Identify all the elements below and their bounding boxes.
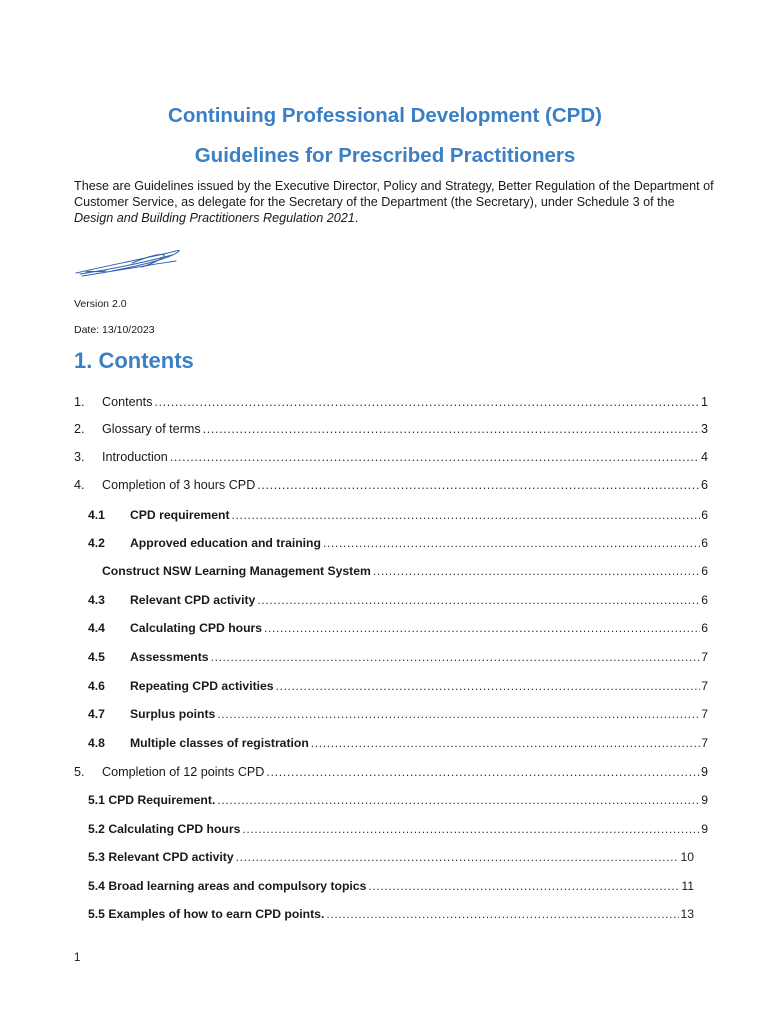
toc-entry-number: 4.2	[88, 536, 105, 550]
toc-entry[interactable]	[74, 790, 708, 810]
toc-entry-page: 6	[700, 478, 708, 492]
toc-entry-number: 3.	[74, 450, 85, 464]
toc-entry-page: 9	[700, 765, 708, 779]
toc-entry[interactable]	[74, 876, 694, 896]
toc-entry[interactable]	[74, 762, 708, 782]
toc-dot-leader	[264, 618, 700, 638]
toc-dot-leader	[311, 733, 700, 753]
toc-entry-label: 5.1 CPD Requirement.	[88, 793, 216, 807]
toc-entry[interactable]	[74, 704, 708, 724]
toc-dot-leader	[257, 475, 700, 495]
toc-entry-number: 4.6	[88, 679, 105, 693]
toc-entry[interactable]	[74, 618, 708, 638]
toc-dot-leader	[242, 819, 700, 839]
toc-entry-label: Construct NSW Learning Management System	[102, 564, 371, 578]
toc-entry-label: 5.4 Broad learning areas and compulsory topics	[88, 879, 367, 893]
toc-dot-leader	[154, 392, 700, 412]
toc-entry-label: 5.2 Calculating CPD hours	[88, 822, 241, 836]
toc-dot-leader	[203, 419, 700, 439]
toc-entry[interactable]	[74, 561, 708, 581]
toc-entry-label: CPD requirement	[130, 508, 230, 522]
toc-entry-page: 1	[700, 395, 708, 409]
toc-entry[interactable]	[74, 733, 708, 753]
document-date: Date: 13/10/2023	[74, 324, 155, 336]
toc-dot-leader	[368, 876, 680, 896]
toc-entry[interactable]	[74, 392, 708, 412]
toc-entry-page: 6	[701, 621, 708, 635]
toc-entry-page: 7	[701, 736, 708, 750]
toc-dot-leader	[211, 647, 701, 667]
toc-entry-number: 4.5	[88, 650, 105, 664]
toc-entry-number: 5.	[74, 765, 85, 779]
toc-entry-page: 7	[701, 707, 708, 721]
toc-entry-label: Approved education and training	[130, 536, 321, 550]
toc-entry-page: 11	[681, 879, 694, 893]
toc-dot-leader	[373, 561, 700, 581]
toc-dot-leader	[232, 505, 701, 525]
toc-entry-page: 13	[680, 907, 694, 921]
page-number: 1	[74, 952, 81, 964]
toc-entry-label: Relevant CPD activity	[130, 593, 256, 607]
toc-entry[interactable]	[74, 904, 694, 924]
toc-entry-page: 6	[701, 508, 708, 522]
signature-icon	[72, 243, 187, 283]
toc-dot-leader	[257, 590, 700, 610]
toc-entry-page: 7	[701, 650, 708, 664]
toc-entry-number: 1.	[74, 395, 85, 409]
intro-paragraph	[74, 178, 714, 226]
toc-entry[interactable]	[74, 447, 708, 467]
toc-entry-page: 6	[701, 593, 708, 607]
toc-entry-label: Contents	[102, 395, 153, 409]
toc-entry-label: Completion of 3 hours CPD	[102, 478, 256, 492]
toc-entry[interactable]	[74, 676, 708, 696]
toc-entry-page: 9	[701, 822, 708, 836]
toc-entry-page: 4	[700, 450, 708, 464]
toc-entry-page: 3	[700, 422, 708, 436]
contents-heading: 1. Contents	[74, 348, 194, 373]
toc-dot-leader	[326, 904, 679, 924]
toc-entry-number: 4.	[74, 478, 85, 492]
toc-dot-leader	[217, 790, 700, 810]
toc-dot-leader	[236, 847, 680, 867]
toc-dot-leader	[170, 447, 700, 467]
toc-entry[interactable]	[74, 590, 708, 610]
intro-text-1: These are Guidelines issued by the Executive Director, Policy and Strategy, Better Regulation of the Department of Customer Service, as delegate for the Secretary of the Department (the Secretary), under Schedule 3 of the	[74, 179, 714, 209]
document-title-line2: Guidelines for Prescribed Practitioners	[194, 144, 576, 167]
toc-entry-label: 5.5 Examples of how to earn CPD points.	[88, 907, 325, 921]
toc-entry-page: 9	[701, 793, 708, 807]
toc-entry-number: 4.8	[88, 736, 105, 750]
toc-entry-number: 4.1	[88, 508, 105, 522]
toc-entry[interactable]	[74, 505, 708, 525]
toc-entry-page: 6	[701, 564, 708, 578]
toc-entry-page: 10	[680, 850, 694, 864]
toc-entry-label: 5.3 Relevant CPD activity	[88, 850, 234, 864]
toc-dot-leader	[266, 762, 700, 782]
toc-entry-label: Calculating CPD hours	[130, 621, 263, 635]
toc-entry[interactable]	[74, 475, 708, 495]
toc-entry-label: Repeating CPD activities	[130, 679, 274, 693]
toc-entry-number: 4.3	[88, 593, 105, 607]
toc-entry[interactable]	[74, 533, 708, 553]
intro-text-2: .	[354, 211, 359, 225]
toc-entry-label: Introduction	[102, 450, 168, 464]
regulation-name: Design and Building Practitioners Regulation 2021	[74, 211, 355, 225]
toc-entry-number: 2.	[74, 422, 85, 436]
toc-dot-leader	[217, 704, 700, 724]
toc-entry-number: 4.7	[88, 707, 105, 721]
document-title-line1: Continuing Professional Development (CPD)	[168, 104, 602, 127]
toc-entry-label: Multiple classes of registration	[130, 736, 309, 750]
toc-entry-page: 6	[701, 536, 708, 550]
toc-entry-number: 4.4	[88, 621, 105, 635]
toc-entry-label: Surplus points	[130, 707, 216, 721]
toc-entry-label: Completion of 12 points CPD	[102, 765, 265, 779]
toc-entry[interactable]	[74, 419, 708, 439]
toc-entry-page: 7	[701, 679, 708, 693]
toc-dot-leader	[323, 533, 700, 553]
toc-entry-label: Glossary of terms	[102, 422, 201, 436]
document-version: Version 2.0	[74, 298, 127, 310]
toc-dot-leader	[276, 676, 701, 696]
toc-entry[interactable]	[74, 647, 708, 667]
toc-entry[interactable]	[74, 819, 708, 839]
toc-entry-label: Assessments	[130, 650, 209, 664]
toc-entry[interactable]	[74, 847, 694, 867]
